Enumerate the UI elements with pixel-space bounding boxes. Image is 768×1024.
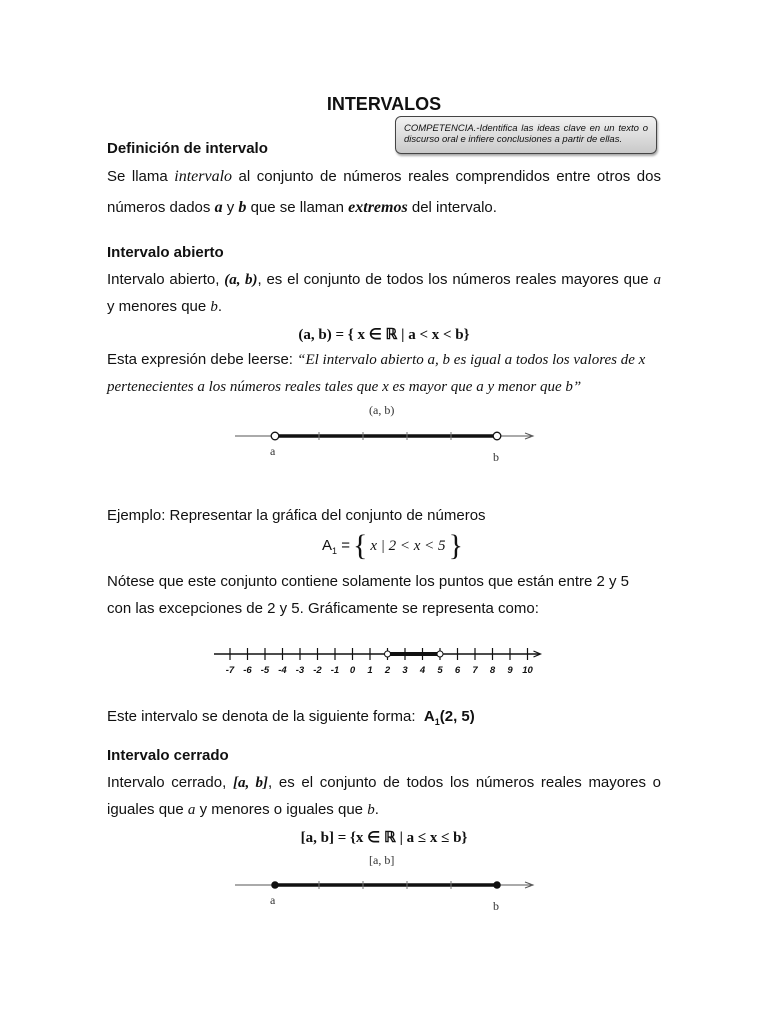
cerrado-fig-b: b — [493, 899, 499, 913]
ejemplo-note-1: Nótese que este conjunto contiene solamente los puntos que están entre 2 y 5 — [107, 573, 630, 590]
open-endpoint-start — [385, 651, 391, 657]
abierto-fig-a: a — [270, 444, 276, 458]
cerrado-line-1: Intervalo cerrado, [a, b], es el conjunto de todos los números reales mayores o — [107, 774, 661, 791]
cerrado-heading: Intervalo cerrado — [107, 747, 229, 764]
definicion-heading: Definición de intervalo — [107, 140, 268, 157]
tick-label-10: 10 — [522, 665, 533, 676]
tick-label-0: 0 — [349, 665, 356, 676]
tick-label--3: -3 — [295, 665, 305, 676]
page-title: INTERVALOS — [326, 94, 442, 114]
closed-endpoint-b — [493, 881, 501, 889]
tick-label--2: -2 — [313, 665, 322, 676]
cerrado-formula: [a, b] = {x ∈ ℝ | a ≤ x ≤ b} — [300, 830, 468, 846]
closed-endpoint-a — [271, 881, 279, 889]
denota-line: Este intervalo se denota de la siguiente forma: $A_1(2$, 5) — [107, 708, 475, 727]
tick-label--7: -7 — [225, 665, 235, 676]
tick-label-9: 9 — [507, 665, 513, 676]
open-endpoint-end — [437, 651, 443, 657]
ejemplo-intro: Ejemplo: Representar la gráfica del conjunto de números — [107, 507, 486, 524]
tick-label-7: 7 — [472, 665, 478, 676]
ejemplo-set: $A_1$ = { x | 2 < x < 5 } — [322, 529, 463, 562]
abierto-read-line-2: pertenecientes a los números reales tales que x es mayor que a y menor que b” — [107, 379, 582, 395]
open-interval-figure — [235, 428, 540, 444]
abierto-fig-b: b — [493, 450, 499, 464]
abierto-line-2: y menores que b. — [107, 298, 223, 315]
tick-label-6: 6 — [454, 665, 461, 676]
tick-label-2: 2 — [384, 665, 391, 676]
tick-label-1: 1 — [367, 665, 373, 676]
definicion-line-1: Se llama intervalo al conjunto de números reales comprendidos entre otros dos — [107, 168, 661, 185]
tick-label-8: 8 — [489, 665, 496, 676]
tick-label-5: 5 — [437, 665, 443, 676]
abierto-formula: (a, b) = { x ∈ ℝ | a < x < b} — [298, 327, 470, 343]
definicion-line-2: números dados a y b que se llaman extremos del intervalo. — [107, 199, 497, 216]
cerrado-fig-label: [a, b] — [369, 853, 395, 867]
tick-label-3: 3 — [402, 665, 408, 676]
closed-interval-figure — [235, 877, 540, 893]
tick-label--1: -1 — [330, 665, 340, 676]
number-line-figure — [214, 640, 544, 680]
abierto-heading: Intervalo abierto — [107, 244, 224, 261]
open-endpoint-a — [271, 432, 279, 440]
abierto-fig-label: (a, b) — [369, 403, 395, 417]
abierto-line-1: Intervalo abierto, (a, b), es el conjunto de todos los números reales mayores que a — [107, 271, 661, 288]
cerrado-line-2: iguales que a y menores o iguales que b. — [107, 801, 379, 818]
open-endpoint-b — [493, 432, 501, 440]
tick-label-4: 4 — [419, 665, 426, 676]
competencia-box: COMPETENCIA.-Identifica las ideas clave en un texto o discurso oral e infiere conclusiones a partir de ellas. — [395, 116, 657, 154]
abierto-read-line-1: Esta expresión debe leerse: “El intervalo abierto a, b es igual a todos los valores de x — [107, 351, 646, 368]
ejemplo-note-2: con las excepciones de 2 y 5. Gráficamente se representa como: — [107, 600, 539, 617]
tick-label--5: -5 — [260, 665, 270, 676]
tick-label--4: -4 — [278, 665, 287, 676]
tick-label--6: -6 — [243, 665, 252, 676]
cerrado-fig-a: a — [270, 893, 276, 907]
